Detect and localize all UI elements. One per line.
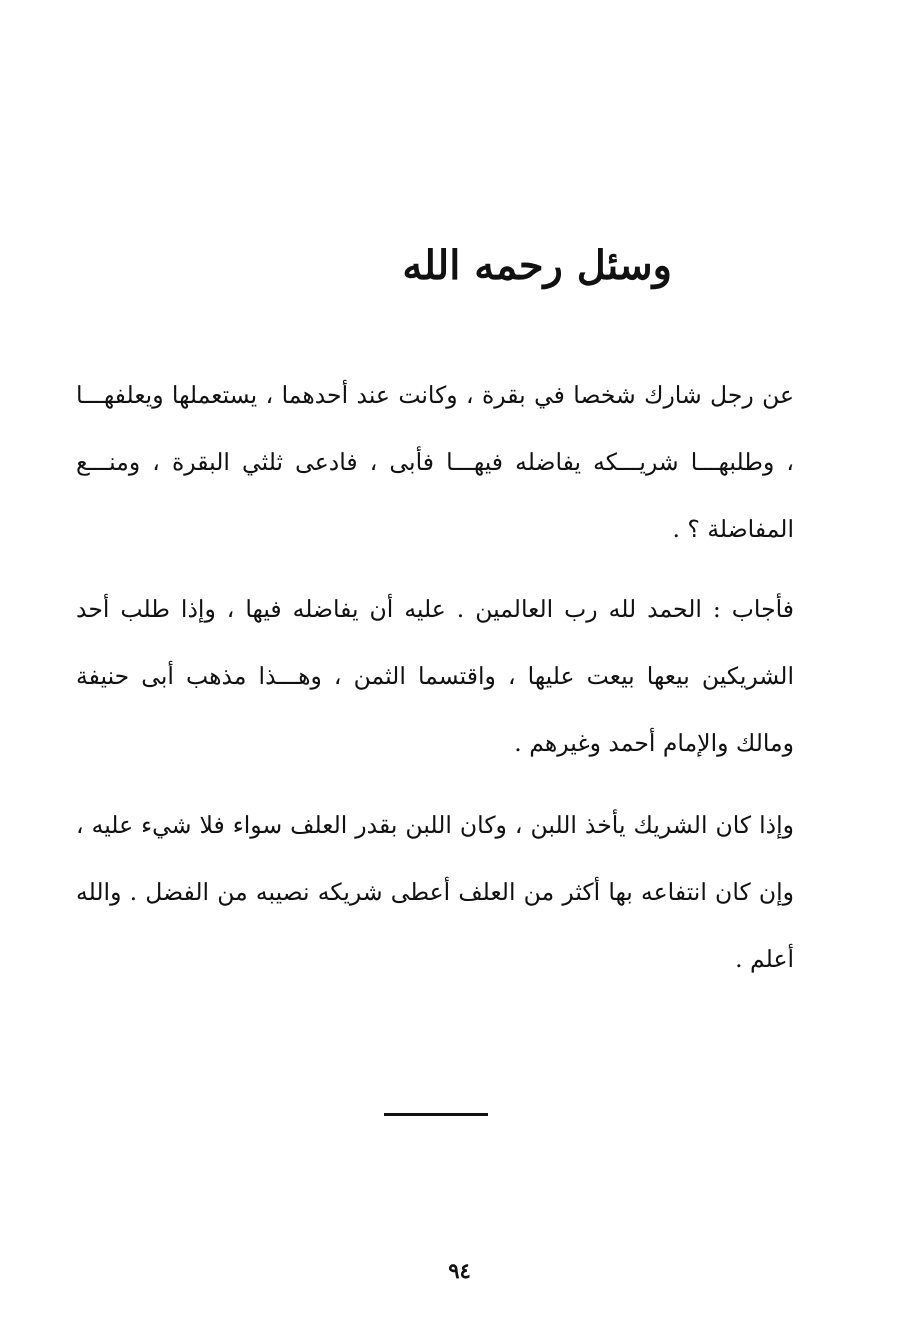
paragraph-text: وإذا كان الشريك يأخذ اللبن ، وكان اللبن بقدر العلف سواء فلا شيء عليه ، وإن كان انتفاعه بها أكثر من العلف أعطى شريكه نصيبه من الفضل . والله أعلم .: [76, 811, 794, 973]
answer-continuation-paragraph: [76, 792, 794, 993]
section-divider: [384, 1113, 488, 1116]
page-number: [0, 1258, 897, 1283]
paragraph-text: فأجاب : الحمد لله رب العالمين . عليه أن يفاضله فيها ، وإذا طلب أحد الشريكين بيعها بيعت عليها ، واقتسما الثمن ، وهـــذا مذهب أبى حنيفة ومالك والإمام أحمد وغيرهم .: [76, 595, 794, 757]
question-paragraph: [76, 362, 794, 563]
section-heading: وسئل رحمه الله: [402, 242, 672, 289]
answer-paragraph: [76, 576, 794, 777]
paragraph-text: عن رجل شارك شخصا في بقرة ، وكانت عند أحدهما ، يستعملها ويعلفهـــا ، وطلبهـــا شريـــكه يفاضله فيهـــا فأبى ، فادعى ثلثي البقرة ، ومنـــع المفاضلة ؟ .: [76, 381, 794, 543]
page-number-text: ٩٤: [448, 1258, 471, 1283]
